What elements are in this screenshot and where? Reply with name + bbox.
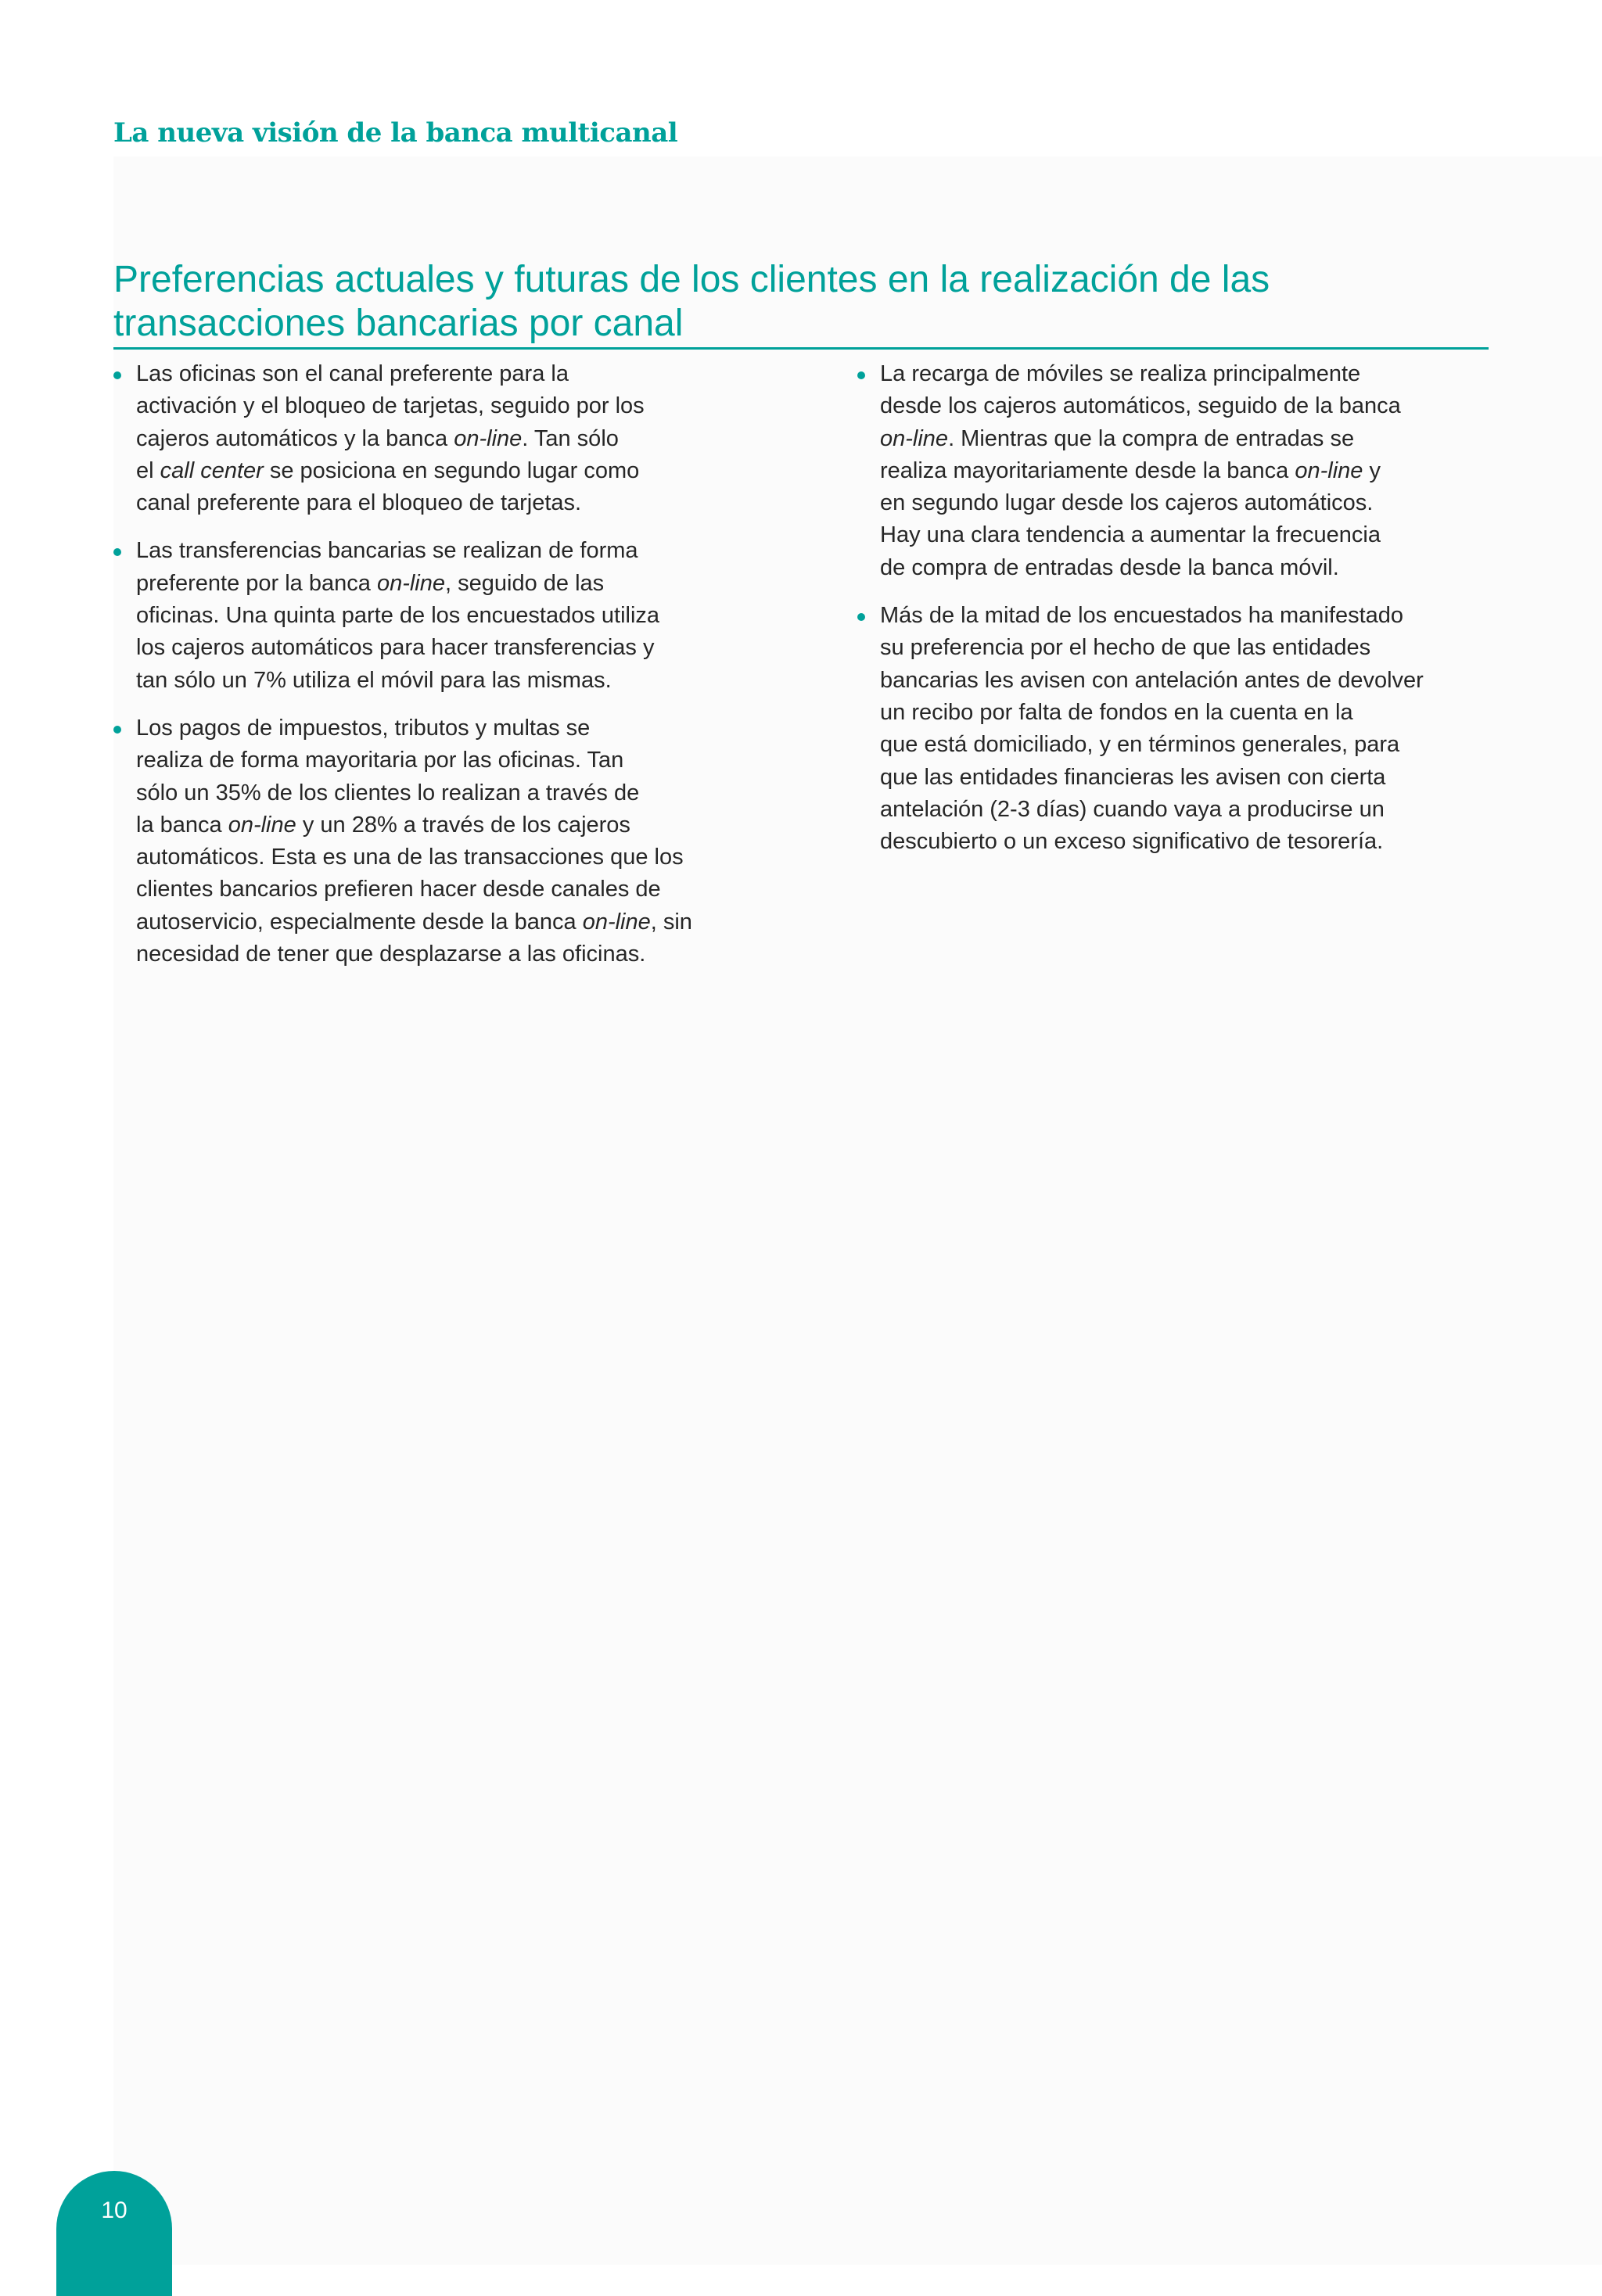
text-segment: y un 28% a través de los cajeros bbox=[296, 812, 630, 838]
text-segment: de compra de entradas desde la banca móvil. bbox=[880, 554, 1339, 580]
text-segment: necesidad de tener que desplazarse a las oficinas. bbox=[136, 942, 646, 967]
italic-term: on-line bbox=[880, 425, 949, 451]
bullet-text-line bbox=[136, 358, 731, 390]
page-number: 10 bbox=[101, 2197, 128, 2223]
text-segment: oficinas. Una quinta parte de los encuestados utiliza bbox=[136, 603, 660, 629]
italic-term: on-line bbox=[376, 570, 445, 596]
page-number-tab bbox=[56, 2171, 172, 2296]
left-column bbox=[113, 358, 731, 986]
bullet-text-line bbox=[880, 423, 1475, 455]
text-segment: . Mientras que la compra de entradas se bbox=[948, 425, 1355, 451]
italic-term: on-line bbox=[1295, 457, 1363, 483]
italic-term: call center bbox=[160, 457, 264, 483]
text-segment: Los pagos de impuestos, tributos y multas se bbox=[136, 715, 591, 741]
bullet-item bbox=[857, 358, 1475, 584]
text-segment: Hay una clara tendencia a aumentar la frecuencia bbox=[880, 522, 1381, 548]
text-segment: desde los cajeros automáticos, seguido de la banca bbox=[880, 393, 1401, 419]
bullet-text-line bbox=[136, 487, 731, 519]
bullet-text-line bbox=[880, 455, 1475, 487]
text-segment: su preferencia por el hecho de que las entidades bbox=[880, 635, 1371, 661]
bullet-dot-icon bbox=[857, 371, 865, 379]
bullet-text-line bbox=[136, 423, 731, 455]
text-segment: cajeros automáticos y la banca bbox=[136, 425, 454, 451]
bullet-text-line bbox=[136, 455, 731, 487]
text-segment: tan sólo un 7% utiliza el móvil para las mismas. bbox=[136, 667, 612, 693]
bullet-text-line bbox=[880, 762, 1475, 794]
italic-term: on-line bbox=[228, 812, 296, 838]
text-segment: , sin bbox=[650, 909, 692, 935]
text-segment: autoservicio, especialmente desde la banca bbox=[136, 909, 583, 935]
bullet-dot-icon bbox=[857, 613, 865, 621]
text-segment: canal preferente para el bloqueo de tarjetas. bbox=[136, 490, 582, 516]
text-segment: los cajeros automáticos para hacer transferencias y bbox=[136, 635, 655, 661]
text-segment: automáticos. Esta es una de las transacciones que los bbox=[136, 845, 684, 870]
bullet-item bbox=[113, 712, 731, 970]
bullet-text-line bbox=[136, 600, 731, 632]
bullet-text-line bbox=[136, 938, 731, 970]
bullet-text-line bbox=[880, 729, 1475, 761]
bullet-text-line bbox=[136, 665, 731, 697]
bullet-dot-icon bbox=[113, 548, 121, 556]
bullet-text-line bbox=[880, 826, 1475, 858]
right-column bbox=[857, 358, 1475, 874]
text-segment: preferente por la banca bbox=[136, 570, 377, 596]
running-header: La nueva visión de la banca multicanal bbox=[113, 117, 678, 149]
text-segment: La recarga de móviles se realiza principalmente bbox=[880, 361, 1361, 386]
bullet-text-line bbox=[136, 841, 731, 874]
bullet-item bbox=[113, 358, 731, 519]
bullet-text-line bbox=[136, 535, 731, 567]
bullet-text-line bbox=[880, 358, 1475, 390]
bullet-text-line bbox=[136, 712, 731, 744]
bullet-text-line bbox=[880, 600, 1475, 632]
bullet-text-line bbox=[136, 809, 731, 841]
bullet-text-line bbox=[136, 744, 731, 777]
italic-term: on-line bbox=[582, 909, 651, 935]
text-segment: antelación (2-3 días) cuando vaya a producirse un bbox=[880, 796, 1385, 822]
text-segment: realiza de forma mayoritaria por las oficinas. Tan bbox=[136, 748, 624, 773]
text-segment: activación y el bloqueo de tarjetas, seguido por los bbox=[136, 393, 645, 419]
text-segment: y bbox=[1363, 457, 1381, 483]
bullet-text-line bbox=[880, 665, 1475, 697]
text-segment: Las oficinas son el canal preferente para la bbox=[136, 361, 569, 386]
bullet-item bbox=[857, 600, 1475, 858]
text-segment: se posiciona en segundo lugar como bbox=[263, 457, 640, 483]
bullet-dot-icon bbox=[113, 371, 121, 379]
title-divider bbox=[113, 347, 1489, 350]
text-segment: en segundo lugar desde los cajeros automáticos. bbox=[880, 490, 1374, 516]
bullet-text-line bbox=[136, 568, 731, 600]
bullet-text-line bbox=[880, 390, 1475, 422]
section-title: Preferencias actuales y futuras de los clientes en la realización de las transacciones bancarias por canal bbox=[113, 259, 1270, 344]
text-segment: , seguido de las bbox=[445, 570, 605, 596]
italic-term: on-line bbox=[454, 425, 523, 451]
bullet-text-line bbox=[136, 777, 731, 809]
bullet-text-line bbox=[880, 632, 1475, 664]
bullet-text-line bbox=[880, 552, 1475, 584]
text-segment: el bbox=[136, 457, 160, 483]
bullet-dot-icon bbox=[113, 726, 121, 734]
text-segment: sólo un 35% de los clientes lo realizan a través de bbox=[136, 780, 640, 805]
bullet-text-line bbox=[136, 874, 731, 906]
text-segment: descubierto o un exceso significativo de tesorería. bbox=[880, 829, 1384, 855]
text-segment: Más de la mitad de los encuestados ha manifestado bbox=[880, 603, 1404, 629]
bullet-text-line bbox=[880, 794, 1475, 826]
text-segment: bancarias les avisen con antelación antes de devolver bbox=[880, 667, 1424, 693]
bullet-text-line bbox=[136, 632, 731, 664]
bullet-item bbox=[113, 535, 731, 696]
bullet-text-line bbox=[880, 487, 1475, 519]
text-segment: realiza mayoritariamente desde la banca bbox=[880, 457, 1295, 483]
text-segment: que las entidades financieras les avisen con cierta bbox=[880, 764, 1386, 790]
text-segment: Las transferencias bancarias se realizan de forma bbox=[136, 538, 638, 564]
bullet-text-line bbox=[880, 519, 1475, 551]
bullet-text-line bbox=[880, 697, 1475, 729]
text-segment: . Tan sólo bbox=[522, 425, 619, 451]
text-segment: clientes bancarios prefieren hacer desde canales de bbox=[136, 877, 661, 902]
text-segment: que está domiciliado, y en términos generales, para bbox=[880, 732, 1400, 758]
text-segment: la banca bbox=[136, 812, 228, 838]
bullet-text-line bbox=[136, 906, 731, 938]
bullet-text-line bbox=[136, 390, 731, 422]
text-segment: un recibo por falta de fondos en la cuenta en la bbox=[880, 699, 1353, 725]
